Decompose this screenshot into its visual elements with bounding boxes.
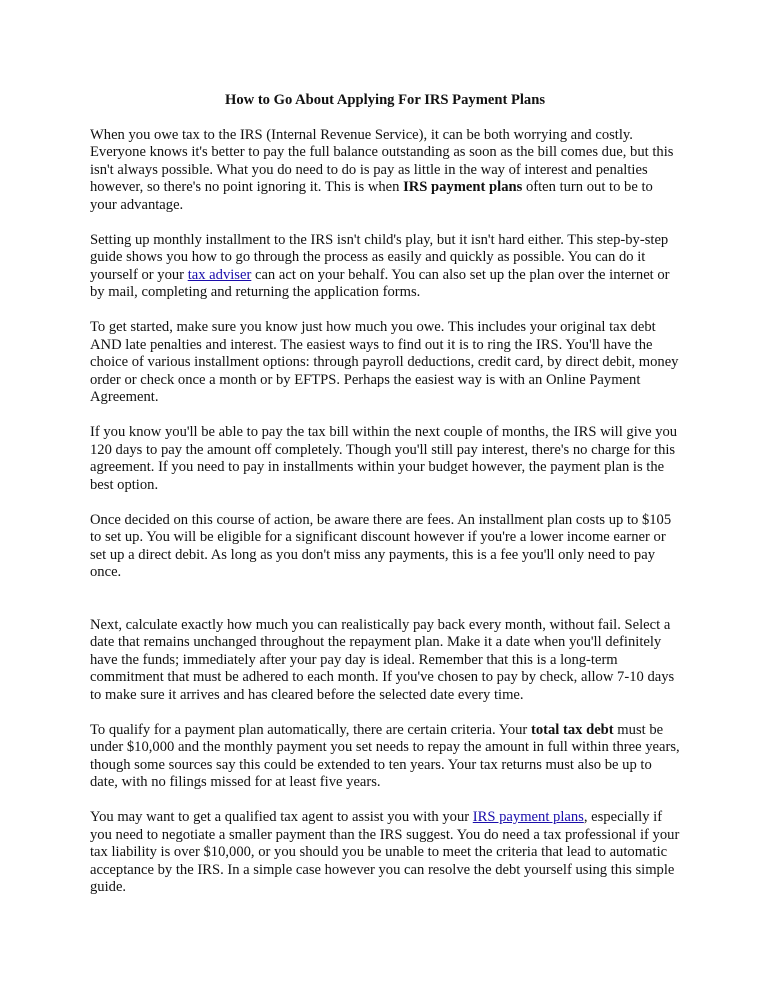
intro-text-a: When you owe tax to the IRS (Internal Revenue Service), it can be both worrying and costly. Everyone knows it's better to pay the full balance outstanding as soon as the bill comes due, but this isn't always possible. What you do need to do is pay as little in the way of interest and penalties however, so there's no point ignoring it. This is when [90,126,674,195]
paragraph-tax-agent [90,809,680,897]
paragraph-calculate: Next, calculate exactly how much you can realistically pay back every month, without fail. Select a date that remains unchanged throughout the repayment plan. Make it a date when you'll definitely have the funds; immediately after your pay day is ideal. Remember that this is a long-term commitment that must be adhered to each month. If you've chosen to pay by check, allow 7-10 days to make sure it arrives and has cleared before the selected date every time. [90,616,675,703]
intro-bold-keyword: IRS payment plans [403,179,523,195]
paragraph-intro [90,127,680,215]
paragraph-get-started: To get started, make sure you know just how much you owe. This includes your original tax debt AND late penalties and interest. The easiest ways to find out it is to ring the IRS. You'll have the choice of various installment options: through payroll deductions, credit card, by direct debit, money order or check once a month or by EFTPS. Perhaps the easiest way is with an Online Payment Agreement. [90,319,679,405]
setup-text-a: Setting up monthly installment to the IRS isn't child's play, but it isn't hard either. This step-by-step guide shows you how to go through the process as easily and quickly as possible. You can do it yourself or your [90,231,669,283]
paragraph-fees: Once decided on this course of action, be aware there are fees. An installment plan costs up to $105 to set up. You will be eligible for a significant discount however if you're a lower income earner or set up a direct debit. As long as you don't miss any payments, this is a fee you'll only need to pay once. [90,511,672,580]
document-title: How to Go About Applying For IRS Payment Plans [224,92,546,108]
criteria-text-b: must be under $10,000 and the monthly payment you set needs to repay the amount in full within three years, though some sources say this could be extended to ten years. Your tax returns must also be up to date, with no filings missed for at least five years. [90,721,680,790]
irs-payment-plans-link[interactable]: IRS payment plans [472,809,584,825]
agent-text-a: You may want to get a qualified tax agent to assist you with your [90,809,473,825]
paragraph-short-term: If you know you'll be able to pay the tax bill within the next couple of months, the IRS will give you 120 days to pay the amount off completely. Though you'll still pay interest, there's no charge for this agreement. If you need to pay in installments within your budget however, the payment plan is the best option. [90,424,678,493]
tax-adviser-link[interactable]: tax adviser [187,266,252,283]
setup-text-b: can act on your behalf. You can also set up the plan over the internet or by mail, completing and returning the application forms. [90,266,670,300]
document-page [90,92,680,914]
agent-text-b: , especially if you need to negotiate a smaller payment than the IRS suggest. You do need a tax professional if your tax liability is over $10,000, or you should you be unable to meet the criteria that lead to automatic acceptance by the IRS. In a simple case however you can resolve the debt yourself using this simple guide. [90,809,680,895]
paragraph-criteria [90,722,680,792]
paragraph-setup [90,232,680,302]
criteria-text-a: To qualify for a payment plan automatically, there are certain criteria. Your [90,721,531,738]
intro-text-b: often turn out to be to your advantage. [90,179,653,213]
criteria-bold-keyword: total tax debt [530,721,614,738]
